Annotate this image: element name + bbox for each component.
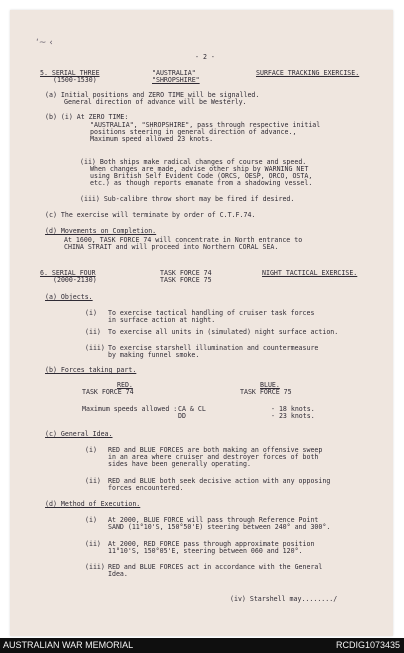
document-line: forces encountered.	[108, 484, 184, 492]
document-line: SAND (11°10'S, 150°50'E) steering between 240° and 300°.	[108, 523, 331, 531]
document-line: in surface action at night.	[108, 316, 216, 324]
document-line: TASK FORCE 75	[240, 388, 292, 396]
document-line: CHINA STRAIT and will proceed into Northern CORAL SEA.	[64, 243, 279, 251]
document-line: To exercise all units in (simulated) night surface action.	[108, 328, 339, 336]
document-line: To exercise tactical handling of cruiser task forces	[108, 309, 315, 317]
document-line: (i)	[85, 446, 97, 454]
document-line: (d) Movements on Completion.	[45, 227, 157, 235]
document-line: RED and BLUE both seek decisive action with any opposing	[108, 477, 331, 485]
document-line: "AUSTRALIA"	[152, 69, 196, 77]
document-line: using British Self Evident Code (ORCS, OESP, ORCO, OSTA,	[90, 172, 313, 180]
document-line: At 1600, TASK FORCE 74 will concentrate in North entrance to	[64, 236, 303, 244]
document-line: positions steering in general direction of advance.,	[90, 128, 297, 136]
document-line: At 2000, BLUE FORCE will pass through Reference Point	[108, 516, 319, 524]
document-line: TASK FORCE 74	[82, 388, 134, 396]
document-line: BLUE.	[260, 381, 280, 389]
archive-footer	[0, 638, 404, 653]
document-line: When changes are made, advise other ship by WARNING NET	[90, 165, 309, 173]
document-line: RED and BLUE FORCES act in accordance with the General	[108, 563, 323, 571]
document-line: 11°10'S, 150°05'E, steering between 060 and 120°.	[108, 547, 303, 555]
document-line: 6. SERIAL FOUR	[40, 269, 96, 277]
document-line: (c) The exercise will terminate by order of C.T.F.74.	[45, 211, 256, 219]
document-line: (a) Initial positions and ZERO TIME will be signalled.	[45, 91, 260, 99]
document-line: (iv) Starshell may......../	[230, 595, 338, 603]
document-line: (1500-1530)	[53, 76, 97, 84]
document-line: NIGHT TACTICAL EXERCISE.	[262, 269, 358, 277]
archive-name: AUSTRALIAN WAR MEMORIAL	[3, 640, 134, 650]
document-line: To exercise starshell illumination and countermeasure	[108, 344, 319, 352]
document-line: CA & CL	[178, 405, 206, 413]
document-line: - 18 knots.	[271, 405, 315, 413]
document-line: etc.) as though reports emanate from a shadowing vessel.	[90, 179, 313, 187]
document-line: (c) General Idea.	[45, 430, 113, 438]
document-line: by making funnel smoke.	[108, 351, 200, 359]
document-page	[10, 10, 393, 636]
document-line: (iii)	[85, 563, 105, 571]
document-line: At 2000, RED FORCE pass through approximate position	[108, 540, 315, 548]
document-line: (b) Forces taking part.	[45, 366, 137, 374]
margin-pencil-mark: ‘~ ‹	[36, 38, 53, 48]
document-line: (d) Method of Execution.	[45, 500, 141, 508]
document-line: (a) Objects.	[45, 293, 93, 301]
document-line: (ii)	[85, 540, 101, 548]
record-id: RCDIG1073435	[335, 640, 400, 650]
document-line: RED.	[117, 381, 133, 389]
document-line: (iii)	[85, 344, 105, 352]
document-line: (b) (i) At ZERO TIME:	[45, 113, 129, 121]
document-line: SURFACE TRACKING EXERCISE.	[256, 69, 360, 77]
document-line: (ii) Both ships make radical changes of course and speed.	[80, 158, 307, 166]
document-line: "SHROPSHIRE"	[152, 76, 200, 84]
document-line: (2000-2130)	[53, 276, 97, 284]
document-line: Maximum speeds allowed :	[82, 405, 178, 413]
document-line: TASK FORCE 75	[160, 276, 212, 284]
document-line: TASK FORCE 74	[160, 269, 212, 277]
document-line: RED and BLUE FORCES are both making an offensive sweep	[108, 446, 323, 454]
document-line: General direction of advance will be Westerly.	[64, 98, 247, 106]
document-line: in an area where cruiser and destroyer forces of both	[108, 453, 319, 461]
document-line: Idea.	[108, 570, 128, 578]
document-line: - 23 knots.	[271, 412, 315, 420]
document-line: (i)	[85, 309, 97, 317]
document-line: Maximum speed allowed 23 knots.	[90, 135, 214, 143]
document-line: (iii) Sub-calibre throw short may be fired if desired.	[80, 195, 295, 203]
page-number: - 2 -	[195, 53, 215, 61]
document-line: 5. SERIAL THREE	[40, 69, 100, 77]
document-line: (ii)	[85, 477, 101, 485]
document-line: DD	[178, 412, 186, 420]
document-line: sides have been generally operating.	[108, 460, 251, 468]
document-line: "AUSTRALIA", "SHROPSHIRE", pass through respective initial	[90, 121, 321, 129]
document-line: (ii)	[85, 328, 101, 336]
document-line: (i)	[85, 516, 97, 524]
